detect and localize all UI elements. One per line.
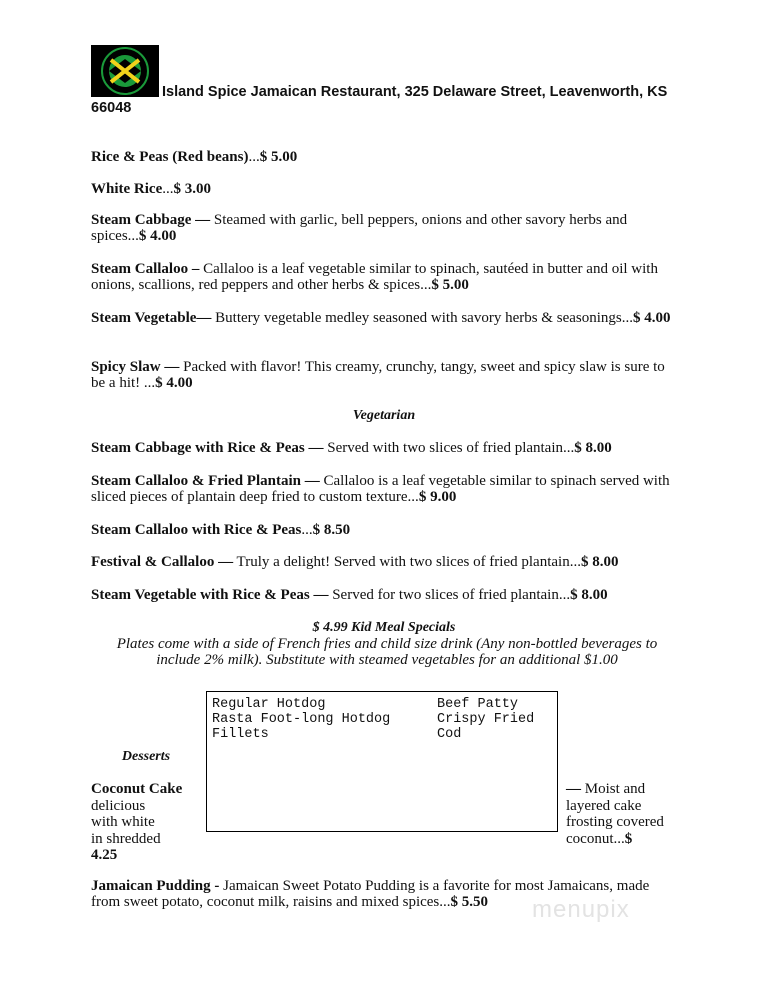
item-name: Steam Vegetable with Rice & Peas — [91, 587, 329, 603]
kid-item-fillets: Fillets [212, 727, 269, 742]
coconut-price-tail: 4.25 [91, 847, 118, 863]
item-price: $ 8.50 [312, 522, 351, 538]
menu-item-steam-cabbage [91, 212, 681, 244]
coconut-line: — Moist and [566, 781, 646, 797]
coconut-line: in shredded [91, 830, 161, 847]
item-price: $ 9.00 [418, 489, 457, 505]
item-price: $ 4.00 [138, 228, 177, 244]
menu-item-callaloo-rice-peas [91, 522, 681, 538]
menupix-watermark: menupix [532, 896, 630, 923]
item-desc: ... [162, 181, 174, 197]
coconut-cake-left [91, 781, 201, 864]
coconut-line: frosting covered [566, 814, 664, 830]
item-name: Steam Callaloo & Fried Plantain — [91, 473, 320, 489]
item-price: $ 8.00 [574, 440, 612, 456]
item-desc: ... [248, 149, 260, 165]
item-price: $ 5.50 [450, 894, 489, 910]
item-name: Steam Callaloo – [91, 261, 200, 277]
item-name: Steam Vegetable— [91, 310, 212, 326]
item-desc: Jamaican Sweet Potato Pudding is a favorite for most Jamaicans, made from sweet potato, coconut milk, raisins and mixed spices... [91, 878, 650, 910]
menu-item-spicy-slaw [91, 359, 681, 391]
coconut-cake-right [566, 781, 686, 847]
menu-item-cabbage-rice-peas [91, 440, 681, 456]
item-desc: Buttery vegetable medley seasoned with savory herbs & seasonings... [211, 310, 633, 326]
kid-item-fried-cod: Crispy Fried Cod [437, 712, 535, 742]
item-desc: Callaloo is a leaf vegetable similar to spinach served with sliced pieces of plantain deep fried to custom texture... [91, 473, 670, 505]
desserts-heading: Desserts [121, 749, 171, 764]
menu-item-rice-peas [91, 149, 681, 165]
item-desc: Callaloo is a leaf vegetable similar to spinach, sautéed in butter and oil with onions, scallions, red peppers and other herbs & spices... [91, 261, 658, 293]
item-name: Jamaican Pudding - [91, 878, 220, 894]
kid-item-regular-hotdog: Regular Hotdog [212, 697, 326, 712]
item-name: White Rice [91, 181, 163, 197]
item-price: $ 4.00 [155, 375, 193, 391]
restaurant-address [91, 84, 691, 116]
menu-item-festival-callaloo [91, 554, 681, 570]
menu-item-steam-vegetable [91, 310, 681, 326]
item-name: Spicy Slaw — [91, 359, 180, 375]
item-desc: Steamed with garlic, bell peppers, onions and other savory herbs and spices... [91, 212, 628, 244]
menu-item-vegetable-rice-peas [91, 587, 681, 603]
item-name: Steam Cabbage — [91, 212, 211, 228]
item-price: $ 8.00 [580, 554, 619, 570]
item-desc: Served with two slices of fried plantain... [323, 440, 575, 456]
coconut-cake-name: Coconut Cake [91, 781, 183, 797]
item-price: $ 3.00 [173, 181, 211, 197]
item-price: $ 5.00 [259, 149, 298, 165]
item-price: $ 8.00 [570, 587, 608, 603]
menu-item-steam-callaloo [91, 261, 681, 293]
kid-item-rasta-hotdog: Rasta Foot-long Hotdog [212, 712, 391, 727]
coconut-line-price: coconut...$ [566, 830, 633, 847]
item-desc: Served for two slices of fried plantain... [328, 587, 571, 603]
menu-item-callaloo-plantain [91, 473, 681, 505]
kid-meal-box [206, 691, 558, 832]
item-name: Rice & Peas (Red beans) [91, 149, 249, 165]
vegetarian-heading: Vegetarian [352, 408, 416, 423]
address-line-2: 66048 [91, 100, 132, 116]
menu-item-white-rice [91, 181, 681, 197]
coconut-line: layered cake [566, 797, 642, 814]
item-desc: ... [301, 522, 313, 538]
item-desc: Truly a delight! Served with two slices of fried plantain... [233, 554, 581, 570]
item-name: Steam Cabbage with Rice & Peas — [91, 440, 324, 456]
kid-meal-heading: $ 4.99 Kid Meal Specials [312, 620, 456, 635]
item-name: Steam Callaloo with Rice & Peas [91, 522, 302, 538]
coconut-line: delicious [91, 797, 146, 814]
coconut-line: with white [91, 814, 155, 830]
item-name: Festival & Callaloo — [91, 554, 234, 570]
item-price: $ 4.00 [632, 310, 671, 326]
kid-item-beef-patty: Beef Patty [437, 697, 519, 712]
item-desc: Packed with flavor! This creamy, crunchy, tangy, sweet and spicy slaw is sure to be a hit! ... [91, 359, 665, 391]
kid-meal-note: Plates come with a side of French fries and child size drink (Any non-bottled beverages to include 2% milk). Substitute with steamed vegetables for an additional $1.00 [116, 636, 658, 668]
address-line-1: Island Spice Jamaican Restaurant, 325 Delaware Street, Leavenworth, KS [162, 84, 668, 100]
item-price: $ 5.00 [431, 277, 469, 293]
